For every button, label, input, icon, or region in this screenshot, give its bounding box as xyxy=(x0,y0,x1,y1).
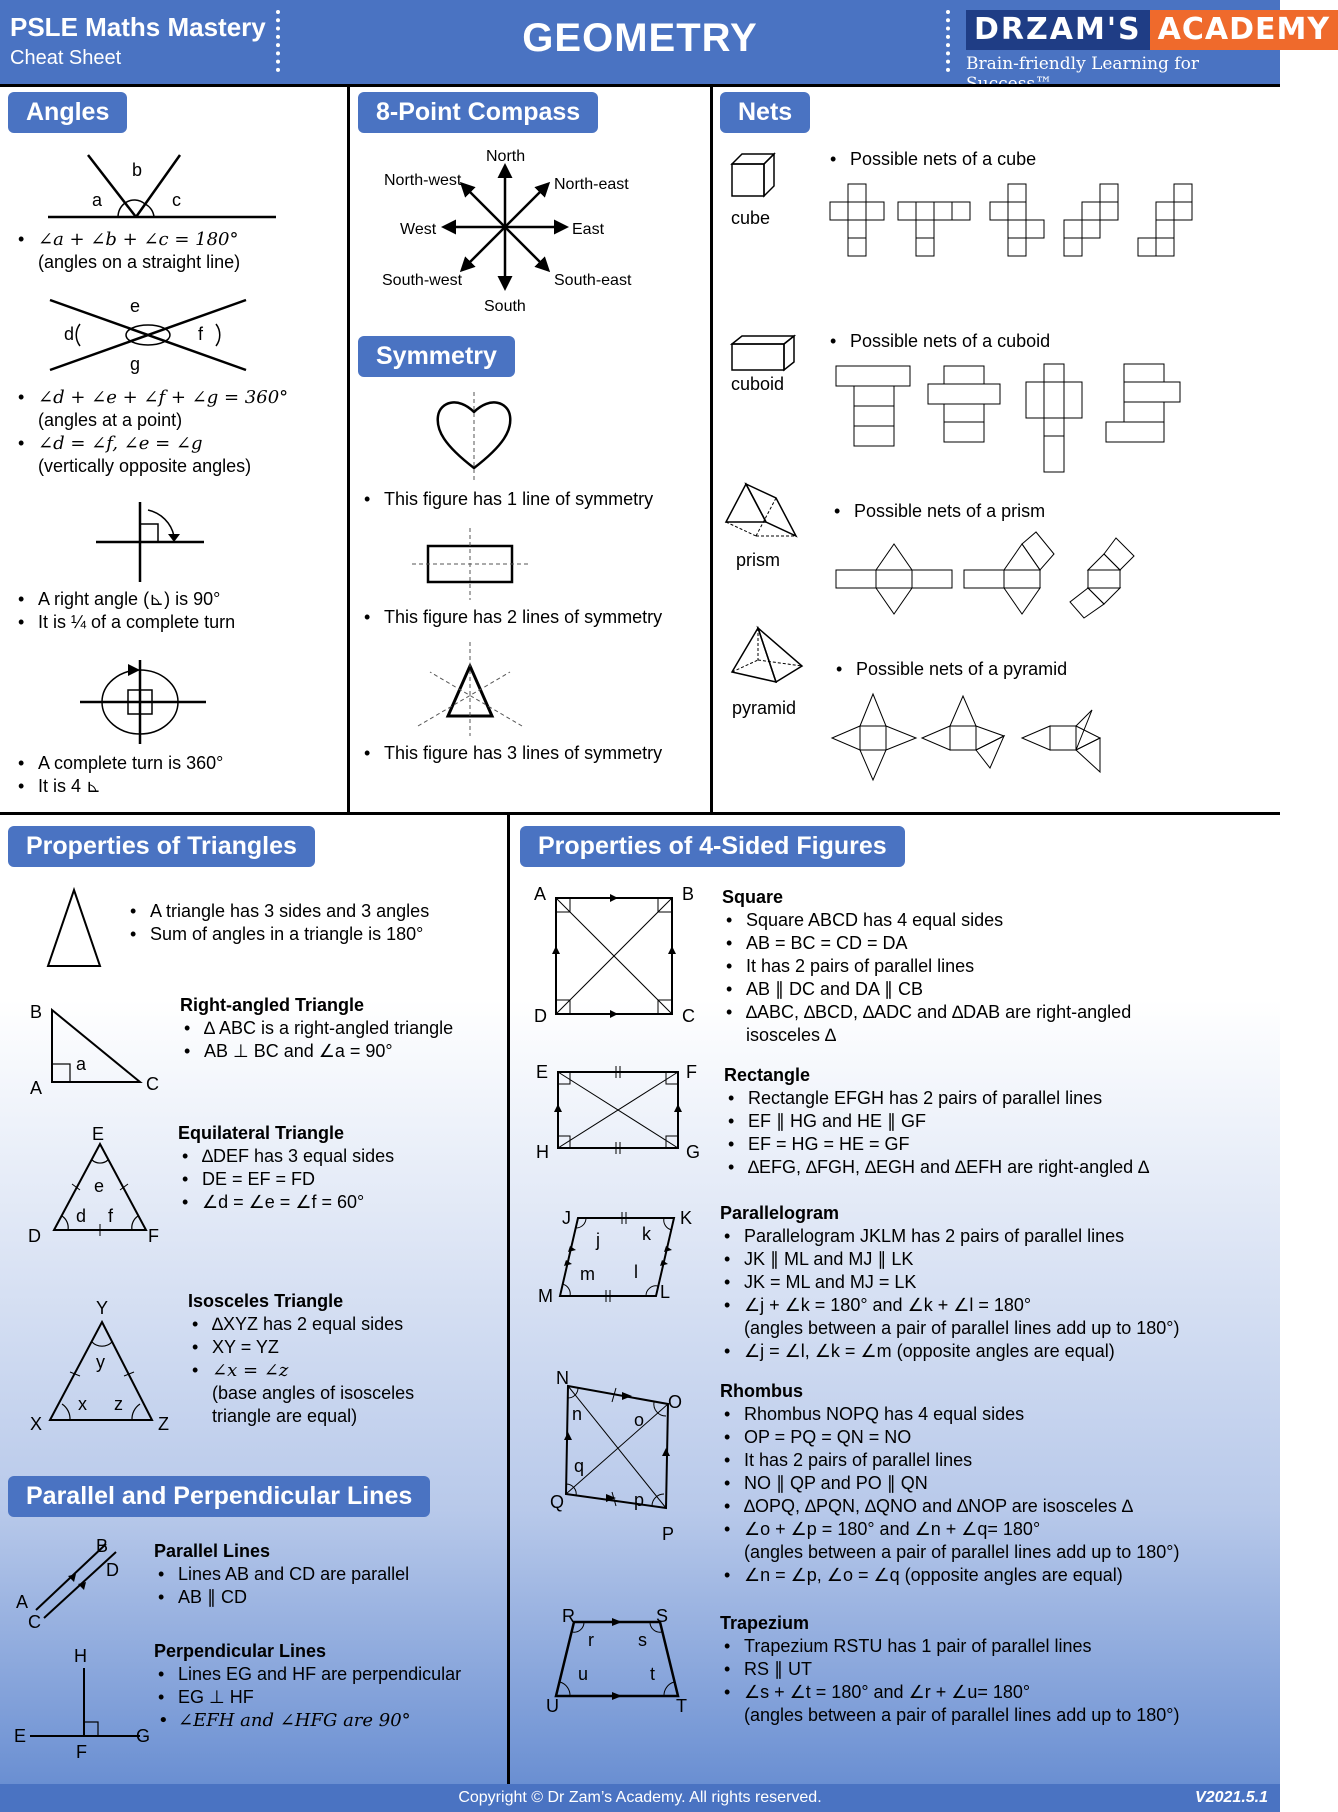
vertex-c: C xyxy=(146,1074,159,1094)
right-angle-text: • A right angle (⊾) is 90° xyxy=(14,588,334,611)
vertex-tr-t: T xyxy=(676,1696,687,1716)
pyramid-nets-diagram xyxy=(830,692,1170,782)
point-c: C xyxy=(28,1612,41,1632)
angle-o-label: o xyxy=(634,1410,645,1430)
equilateral-triangle-shape xyxy=(410,640,530,740)
vertex-para-j: J xyxy=(562,1208,571,1228)
parallelogram-block xyxy=(720,1202,1276,1363)
rectangle-diagram xyxy=(552,1066,686,1154)
angles-straight-line-equation: ∠a + ∠b + ∠c = 180° xyxy=(38,229,239,250)
angles-list-4 xyxy=(14,752,334,798)
parallelogram-5: • ∠j = ∠l, ∠k = ∠m (opposite angles are equal) xyxy=(720,1340,1276,1363)
vertex-sq-c: C xyxy=(682,1006,695,1026)
angle-z-label: z xyxy=(114,1394,123,1414)
angle-x-label: x xyxy=(78,1394,87,1414)
vertically-opposite-note: (vertically opposite angles) xyxy=(38,456,252,476)
right-triangle-2: • AB ⊥ BC and ∠a = 90° xyxy=(180,1040,500,1063)
isosceles-2: • XY = YZ xyxy=(188,1336,498,1359)
parallelogram-4b: (angles between a pair of parallel lines add up to 180°) xyxy=(744,1318,1180,1338)
vertex-para-l: L xyxy=(660,1282,671,1302)
perpendicular-lines-diagram xyxy=(28,1664,144,1752)
compass-east: East xyxy=(572,221,605,238)
equilateral-1: • ∆DEF has 3 equal sides xyxy=(178,1145,498,1168)
vertex-tr-s: S xyxy=(656,1606,669,1626)
perpendicular-3: • ∠EFH and ∠HFG are 90° xyxy=(154,1709,504,1732)
nets-cuboid-list xyxy=(826,330,1256,353)
rhombus-block xyxy=(720,1380,1276,1587)
vertex-tr-r: R xyxy=(562,1606,575,1626)
brand-tagline: Brain-friendly Learning for xyxy=(966,54,1199,74)
nets-heading: Nets xyxy=(720,92,810,133)
angle-label-g: g xyxy=(130,354,141,374)
equilateral-3: • ∠d = ∠e = ∠f = 60° xyxy=(178,1191,498,1214)
right-triangle-block xyxy=(180,994,500,1063)
divider-middle xyxy=(0,812,1280,815)
rhombus-diagram xyxy=(554,1380,684,1518)
cube-label: cube xyxy=(731,208,771,228)
rectangle-title: Rectangle xyxy=(724,1065,811,1085)
copyright-text: Copyright © Dr Zam’s Academy. All rights reserved. xyxy=(458,1789,822,1806)
angle-label-a: a xyxy=(92,190,103,210)
rectangle-1: • Rectangle EFGH has 2 pairs of parallel lines xyxy=(724,1087,1274,1110)
vertex-para-m: M xyxy=(538,1286,553,1306)
rectangle-2: • EF ∥ HG and HE ∥ GF xyxy=(724,1110,1274,1133)
angle-label-d: d xyxy=(64,324,75,344)
cuboid-icon xyxy=(730,334,798,374)
footer xyxy=(0,1784,1280,1812)
cuboid-label: cuboid xyxy=(731,374,785,394)
page-title: GEOMETRY xyxy=(522,16,758,60)
prism-label: prism xyxy=(736,550,780,570)
cuboid-nets-diagram xyxy=(834,362,1194,474)
trapezium-2: • RS ∥ UT xyxy=(720,1658,1276,1681)
parallelogram-3: • JK = ML and MJ = LK xyxy=(720,1271,1276,1294)
nets-prism-list xyxy=(830,500,1260,523)
rhombus-1: • Rhombus NOPQ has 4 equal sides xyxy=(720,1403,1276,1426)
point-d: D xyxy=(106,1560,119,1580)
rhombus-3: • It has 2 pairs of parallel lines xyxy=(720,1449,1276,1472)
quarter-turn-text: • It is ¼ of a complete turn xyxy=(14,611,334,634)
parallel-block xyxy=(154,1540,494,1609)
parallelogram-title: Parallelogram xyxy=(720,1203,840,1223)
parallelogram-4: ∠j + ∠k = 180° and ∠k + ∠l = 180° xyxy=(744,1295,1032,1315)
parallel-title: Parallel Lines xyxy=(154,1541,271,1561)
symmetry-heading: Symmetry xyxy=(358,336,515,377)
nets-cuboid-text: • Possible nets of a cuboid xyxy=(826,330,1256,353)
vertex-d: D xyxy=(28,1226,41,1246)
rhombus-6: ∠o + ∠p = 180° and ∠n + ∠q= 180° xyxy=(744,1519,1041,1539)
rhombus-title: Rhombus xyxy=(720,1381,803,1401)
four-right-angles-text: • It is 4 ⊾ xyxy=(14,775,334,798)
vertex-x: X xyxy=(30,1414,43,1434)
angles-straight-line-note: (angles on a straight line) xyxy=(38,252,241,272)
straight-line-angles-diagram xyxy=(40,150,280,225)
vertex-b: B xyxy=(30,1002,43,1022)
nets-cube-list xyxy=(826,148,1256,171)
angle-j-label: j xyxy=(596,1230,600,1250)
square-3: • It has 2 pairs of parallel lines xyxy=(722,955,1272,978)
header xyxy=(0,0,1331,84)
equilateral-block xyxy=(178,1122,498,1214)
angle-label-e: e xyxy=(130,296,141,316)
rectangle-3: • EF = HG = HE = GF xyxy=(724,1133,1274,1156)
vertex-rect-g: G xyxy=(686,1142,701,1162)
angle-y-label: y xyxy=(96,1352,105,1372)
rhombus-7: • ∠n = ∠p, ∠o = ∠q (opposite angles are equal) xyxy=(720,1564,1276,1587)
trapezium-title: Trapezium xyxy=(720,1613,810,1633)
vertex-sq-a: A xyxy=(534,884,547,904)
vertex-rect-h: H xyxy=(536,1142,549,1162)
pyramid-label: pyramid xyxy=(732,698,797,718)
angle-k-label: k xyxy=(642,1224,651,1244)
rectangle-shape xyxy=(410,526,530,602)
angle-d-label: d xyxy=(76,1206,87,1226)
vertex-rect-e: E xyxy=(536,1062,549,1082)
angles-at-point-note: (angles at a point) xyxy=(38,410,183,430)
rectangle-4: • ∆EFG, ∆FGH, ∆EGH and ∆EFH are right-angled ∆ xyxy=(724,1156,1274,1179)
rhombus-2: • OP = PQ = QN = NO xyxy=(720,1426,1276,1449)
isosceles-3: ∠x = ∠z xyxy=(212,1360,289,1381)
square-5: ∆ABC, ∆BCD, ∆ADC and ∆DAB are right-angled xyxy=(746,1002,1132,1022)
nets-pyramid-text: • Possible nets of a pyramid xyxy=(832,658,1252,681)
angle-label-f: f xyxy=(198,324,204,344)
square-title: Square xyxy=(722,887,784,907)
vertex-e: E xyxy=(92,1124,105,1144)
nets-cube-text: • Possible nets of a cube xyxy=(826,148,1256,171)
nets-pyramid-list xyxy=(832,658,1252,681)
point-a: A xyxy=(16,1592,29,1612)
angle-u-label: u xyxy=(578,1664,589,1684)
quads-heading: Properties of 4-Sided Figures xyxy=(520,826,905,867)
angle-p-label: p xyxy=(634,1490,645,1510)
vertex-y: Y xyxy=(96,1298,109,1318)
point-g: G xyxy=(136,1726,151,1746)
general-triangle-diagram xyxy=(44,886,104,972)
triangle-general-list xyxy=(126,900,496,946)
trapezium-1: • Trapezium RSTU has 1 pair of parallel lines xyxy=(720,1635,1276,1658)
equilateral-2: • DE = EF = FD xyxy=(178,1168,498,1191)
parallelogram-2: • JK ∥ ML and MJ ∥ LK xyxy=(720,1248,1276,1271)
header-title-line1: PSLE Maths Mastery xyxy=(10,12,266,42)
isosceles-3b: (base angles of isosceles xyxy=(212,1383,415,1403)
compass-north-east: North-east xyxy=(554,176,629,193)
square-5b: isosceles ∆ xyxy=(746,1025,837,1045)
vertex-tr-u: U xyxy=(546,1696,559,1716)
trapezium-block xyxy=(720,1612,1276,1727)
rhombus-5: • ∆OPQ, ∆PQN, ∆QNO and ∆NOP are isosceles ∆ xyxy=(720,1495,1276,1518)
compass-south: South xyxy=(484,298,526,315)
compass-north: North xyxy=(486,148,526,165)
perpendicular-title: Perpendicular Lines xyxy=(154,1641,327,1661)
vertex-sq-b: B xyxy=(682,884,695,904)
compass-west: West xyxy=(400,221,437,238)
prism-nets-diagram xyxy=(834,534,1164,624)
compass-south-west: South-west xyxy=(382,272,463,289)
symmetry-list-2 xyxy=(360,606,706,629)
angles-list-3 xyxy=(14,588,334,634)
right-angled-triangle-diagram xyxy=(48,1006,148,1086)
pyramid-icon xyxy=(728,626,808,686)
vertex-f: F xyxy=(148,1226,159,1246)
header-title-line2: Cheat Sheet xyxy=(10,47,122,69)
symmetry-text-3: • This figure has 3 lines of symmetry xyxy=(360,742,706,765)
square-1: • Square ABCD has 4 equal sides xyxy=(722,909,1272,932)
isosceles-1: • ∆XYZ has 2 equal sides xyxy=(188,1313,498,1336)
angles-list-1 xyxy=(14,228,334,274)
equilateral-title: Equilateral Triangle xyxy=(178,1123,345,1143)
square-diagram xyxy=(550,892,680,1020)
angle-f-label: f xyxy=(108,1206,114,1226)
trapezium-3: ∠s + ∠t = 180° and ∠r + ∠u= 180° xyxy=(744,1682,1031,1702)
angle-s-label: s xyxy=(638,1630,647,1650)
right-triangle-title: Right-angled Triangle xyxy=(180,995,365,1015)
vertex-rect-f: F xyxy=(686,1062,697,1082)
complete-turn-diagram xyxy=(78,656,208,746)
angle-label-b: b xyxy=(132,160,143,180)
angle-m-label: m xyxy=(580,1264,595,1284)
triangle-general-1: • A triangle has 3 sides and 3 angles xyxy=(126,900,496,923)
complete-turn-text: • A complete turn is 360° xyxy=(14,752,334,775)
square-block xyxy=(722,886,1272,1047)
parallel-1: • Lines AB and CD are parallel xyxy=(154,1563,494,1586)
rhombus-4: • NO ∥ QP and PO ∥ QN xyxy=(720,1472,1276,1495)
right-triangle-1: • ∆ ABC is a right-angled triangle xyxy=(180,1017,500,1040)
header-divider-right xyxy=(946,10,950,72)
brand-name-part2: ACADEMY xyxy=(1150,10,1338,50)
prism-icon xyxy=(724,480,798,540)
vertically-opposite-equation: ∠d = ∠f, ∠e = ∠g xyxy=(38,433,203,454)
symmetry-text-2: • This figure has 2 lines of symmetry xyxy=(360,606,706,629)
parallel-2: • AB ∥ CD xyxy=(154,1586,494,1609)
angle-l-label: l xyxy=(634,1262,638,1282)
vertex-rh-n: N xyxy=(556,1368,569,1388)
rectangle-block xyxy=(724,1064,1274,1179)
vertex-sq-d: D xyxy=(534,1006,547,1026)
point-b: B xyxy=(96,1536,109,1556)
angle-r-label: r xyxy=(588,1630,594,1650)
parallelogram-1: • Parallelogram JKLM has 2 pairs of parallel lines xyxy=(720,1225,1276,1248)
triangles-heading: Properties of Triangles xyxy=(8,826,315,867)
divider-top xyxy=(0,84,1280,87)
point-h: H xyxy=(74,1646,87,1666)
angle-label-c: c xyxy=(172,190,181,210)
brand-name-part1: DRZAM'S xyxy=(966,10,1150,50)
divider-bottom-col xyxy=(507,812,510,1784)
angle-a-label: a xyxy=(76,1054,87,1074)
rhombus-6b: (angles between a pair of parallel lines add up to 180°) xyxy=(744,1542,1180,1562)
compass-heading: 8-Point Compass xyxy=(358,92,598,133)
perpendicular-1: • Lines EG and HF are perpendicular xyxy=(154,1663,504,1686)
vertex-para-k: K xyxy=(680,1208,693,1228)
triangle-general-2: • Sum of angles in a triangle is 180° xyxy=(126,923,496,946)
lines-heading: Parallel and Perpendicular Lines xyxy=(8,1476,430,1517)
isosceles-3c: triangle are equal) xyxy=(212,1406,358,1426)
intersecting-lines-diagram xyxy=(46,296,256,376)
angle-e-label: e xyxy=(94,1176,105,1196)
square-4: • AB ∥ DC and DA ∥ CB xyxy=(722,978,1272,1001)
vertex-z: Z xyxy=(158,1414,169,1434)
angles-heading: Angles xyxy=(8,92,127,133)
brand-logo xyxy=(966,10,1331,94)
symmetry-list-1 xyxy=(360,488,706,511)
isosceles-block xyxy=(188,1290,498,1428)
perpendicular-block xyxy=(154,1640,504,1732)
isosceles-title: Isosceles Triangle xyxy=(188,1291,344,1311)
cube-icon xyxy=(730,152,778,200)
square-2: • AB = BC = CD = DA xyxy=(722,932,1272,955)
divider-col2 xyxy=(710,84,713,814)
angle-q-label: q xyxy=(574,1456,585,1476)
angles-at-point-equation: ∠d + ∠e + ∠f + ∠g = 360° xyxy=(38,387,289,408)
angle-t-label: t xyxy=(650,1664,656,1684)
symmetry-list-3 xyxy=(360,742,706,765)
right-angle-diagram xyxy=(96,498,206,584)
angle-n-label: n xyxy=(572,1404,583,1424)
vertex-rh-q: Q xyxy=(550,1492,565,1512)
vertex-rh-p: P xyxy=(662,1524,675,1544)
divider-col1 xyxy=(347,84,350,814)
cube-nets-diagram xyxy=(828,184,1228,264)
compass-north-west: North-west xyxy=(384,172,462,189)
vertex-rh-o: O xyxy=(668,1392,683,1412)
heart-shape xyxy=(434,390,514,480)
symmetry-text-1: • This figure has 1 line of symmetry xyxy=(360,488,706,511)
compass-south-east: South-east xyxy=(554,272,632,289)
nets-prism-text: • Possible nets of a prism xyxy=(830,500,1260,523)
vertex-a: A xyxy=(30,1078,43,1098)
point-e: E xyxy=(14,1726,27,1746)
trapezium-diagram xyxy=(552,1616,692,1706)
version-label: V2021.5.1 xyxy=(1195,1789,1268,1806)
trapezium-3b: (angles between a pair of parallel lines add up to 180°) xyxy=(744,1705,1180,1725)
point-f: F xyxy=(76,1742,87,1762)
perpendicular-2: • EG ⊥ HF xyxy=(154,1686,504,1709)
angles-list-2 xyxy=(14,386,344,478)
